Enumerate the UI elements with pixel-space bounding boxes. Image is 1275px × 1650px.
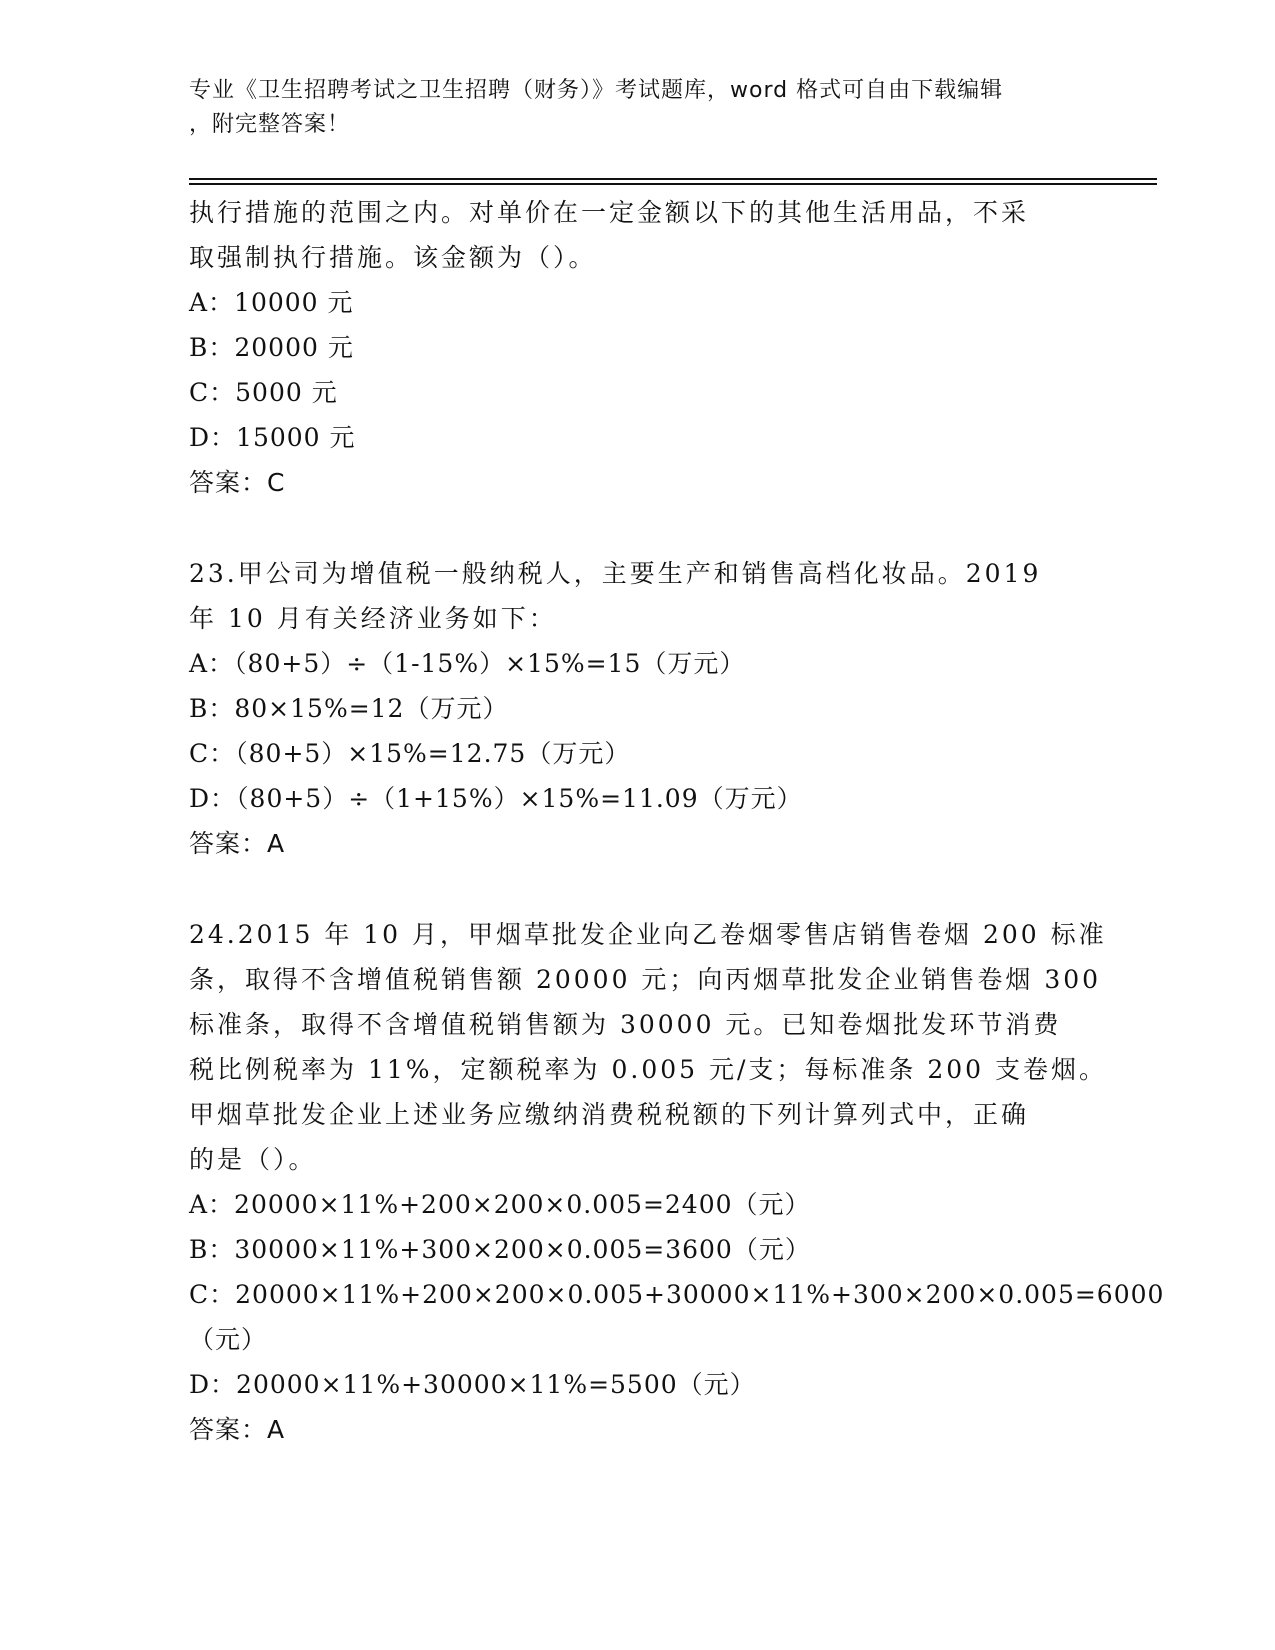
header-divider-top bbox=[189, 178, 1157, 180]
question-stem-line: 24.2015 年 10 月，甲烟草批发企业向乙卷烟零售店销售卷烟 200 标准 bbox=[189, 920, 1107, 949]
document-header bbox=[189, 74, 1089, 142]
option-a: A：20000×11%+200×200×0.005=2400（元） bbox=[189, 1190, 811, 1219]
option-b: B：80×15%=12（万元） bbox=[189, 694, 509, 723]
question-stem-line: 年 10 月有关经济业务如下： bbox=[189, 604, 557, 633]
question-stem-line: 条，取得不含增值税销售额 20000 元；向丙烟草批发企业销售卷烟 300 bbox=[189, 965, 1102, 994]
answer-line: 答案：A bbox=[189, 829, 286, 858]
question-stem-line: 标准条，取得不含增值税销售额为 30000 元。已知卷烟批发环节消费 bbox=[189, 1010, 1062, 1039]
question-stem-line: 甲烟草批发企业上述业务应缴纳消费税税额的下列计算列式中，正确 bbox=[189, 1100, 1030, 1129]
question-stem-line: 执行措施的范围之内。对单价在一定金额以下的其他生活用品，不采 bbox=[189, 198, 1030, 227]
header-divider-bottom bbox=[189, 183, 1157, 185]
answer-line: 答案：C bbox=[189, 468, 286, 497]
question-23 bbox=[189, 551, 1089, 866]
header-line-2: ，附完整答案！ bbox=[189, 112, 351, 137]
option-c: C：（80+5）×15%=12.75（万元） bbox=[189, 739, 631, 768]
option-b: B：30000×11%+300×200×0.005=3600（元） bbox=[189, 1235, 811, 1264]
question-22 bbox=[189, 190, 1089, 505]
question-24 bbox=[189, 912, 1165, 1452]
option-d: D：15000 元 bbox=[189, 423, 356, 452]
option-c: C：5000 元 bbox=[189, 378, 338, 407]
question-stem-line: 23.甲公司为增值税一般纳税人，主要生产和销售高档化妆品。2019 bbox=[189, 559, 1042, 588]
option-d: D：20000×11%+30000×11%=5500（元） bbox=[189, 1370, 756, 1399]
option-c-continued: （元） bbox=[189, 1325, 268, 1354]
option-a: A：10000 元 bbox=[189, 288, 354, 317]
answer-line: 答案：A bbox=[189, 1415, 286, 1444]
option-d: D：（80+5）÷（1+15%）×15%=11.09（万元） bbox=[189, 784, 803, 813]
document-body bbox=[189, 190, 1165, 1452]
question-stem-line: 取强制执行措施。该金额为（）。 bbox=[189, 243, 597, 272]
option-c: C：20000×11%+200×200×0.005+30000×11%+300×200×0.005=6000 bbox=[189, 1280, 1165, 1309]
question-stem-line: 的是（）。 bbox=[189, 1145, 317, 1174]
header-line-1: 专业《卫生招聘考试之卫生招聘（财务）》考试题库，word 格式可自由下载编辑 bbox=[189, 78, 1004, 103]
option-a: A：（80+5）÷（1-15%）×15%=15（万元） bbox=[189, 649, 746, 678]
question-stem-line: 税比例税率为 11%，定额税率为 0.005 元/支；每标准条 200 支卷烟。 bbox=[189, 1055, 1108, 1084]
option-b: B：20000 元 bbox=[189, 333, 354, 362]
